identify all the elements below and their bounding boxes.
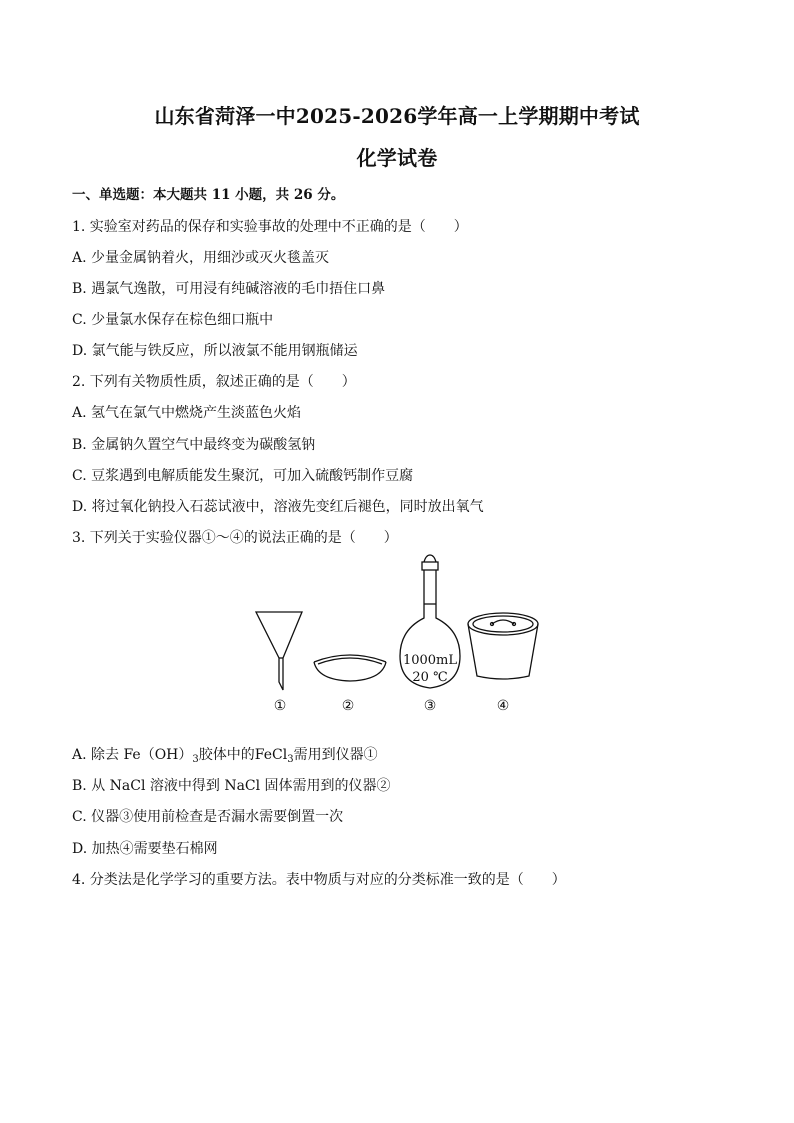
- lab-apparatus-figure: [240, 552, 560, 714]
- question-3-option-d: D. 加热④需要垫石棉网: [72, 841, 218, 857]
- crucible-icon: [468, 613, 538, 679]
- evaporating-dish-icon: [314, 655, 386, 681]
- question-3-stem: 3. 下列关于实验仪器①～④的说法正确的是（ ）: [72, 530, 398, 546]
- question-1-option-b: B. 遇氯气逸散，可用浸有纯碱溶液的毛巾捂住口鼻: [72, 281, 386, 297]
- apparatus-label-3: ③: [423, 698, 437, 714]
- flask-volume-label: 1000mL: [402, 653, 458, 668]
- funnel-icon: [256, 612, 302, 690]
- volumetric-flask-icon: [400, 555, 460, 688]
- apparatus-label-1: ①: [273, 698, 287, 714]
- question-2-stem: 2. 下列有关物质性质，叙述正确的是（ ）: [72, 374, 356, 390]
- question-4-stem: 4. 分类法是化学学习的重要方法。表中物质与对应的分类标准一致的是（ ）: [72, 872, 566, 888]
- question-2-option-d: D. 将过氧化钠投入石蕊试液中，溶液先变红后褪色，同时放出氧气: [72, 499, 484, 515]
- option-text: A. 除去 Fe（OH）: [72, 747, 193, 763]
- apparatus-label-2: ②: [341, 698, 355, 714]
- question-1-option-a: A. 少量金属钠着火，用细沙或灭火毯盖灭: [72, 250, 330, 266]
- question-1-stem: 1. 实验室对药品的保存和实验事故的处理中不正确的是（ ）: [72, 219, 468, 235]
- question-1-option-d: D. 氯气能与铁反应，所以液氯不能用钢瓶储运: [72, 343, 358, 359]
- exam-subtitle: 化学试卷: [356, 146, 438, 170]
- question-3-option-b: B. 从 NaCl 溶液中得到 NaCl 固体需用到的仪器②: [72, 778, 391, 794]
- apparatus-label-4: ④: [496, 698, 510, 714]
- subscript: 3: [192, 754, 199, 765]
- question-2-option-c: C. 豆浆遇到电解质能发生聚沉，可加入硫酸钙制作豆腐: [72, 468, 414, 484]
- exam-title: 山东省菏泽一中2025-2026学年高一上学期期中考试: [154, 104, 640, 128]
- question-3-option-c: C. 仪器③使用前检查是否漏水需要倒置一次: [72, 809, 344, 825]
- option-text: 胶体中的FeCl: [198, 747, 288, 763]
- flask-temperature-label: 20 ℃: [412, 670, 448, 685]
- question-1-option-c: C. 少量氯水保存在棕色细口瓶中: [72, 312, 274, 328]
- question-3-option-a: [72, 746, 732, 764]
- question-2-option-b: B. 金属钠久置空气中最终变为碳酸氢钠: [72, 437, 316, 453]
- option-text: 需用到仪器①: [293, 747, 378, 763]
- question-2-option-a: A. 氢气在氯气中燃烧产生淡蓝色火焰: [72, 405, 302, 421]
- section-heading: 一、单选题：本大题共 11 小题，共 26 分。: [72, 187, 345, 203]
- subscript: 3: [287, 754, 294, 765]
